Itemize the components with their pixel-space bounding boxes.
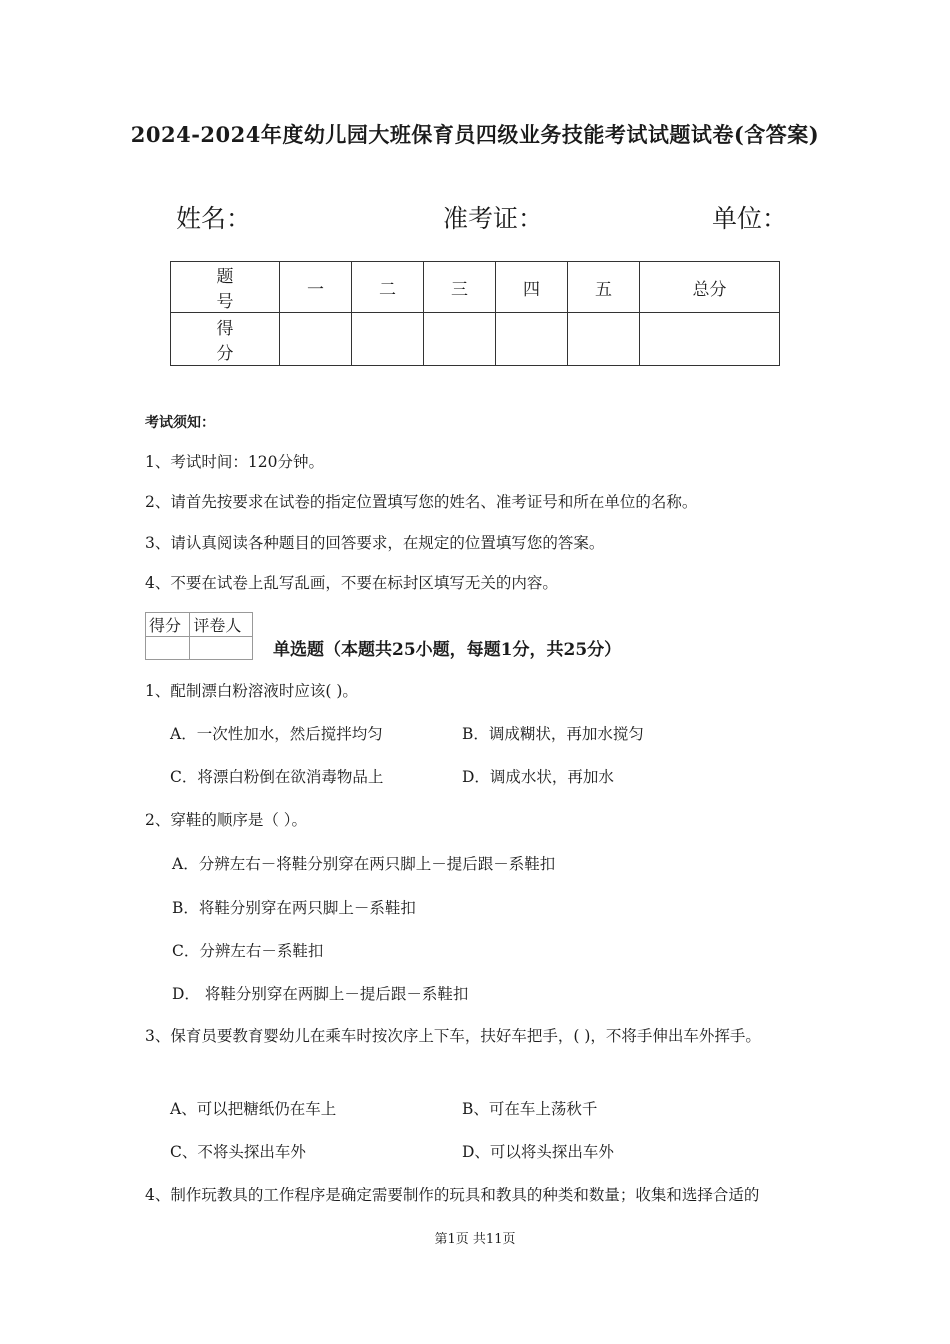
score-cell[interactable] xyxy=(568,313,640,366)
question-stem: 4、制作玩教具的工作程序是确定需要制作的玩具和教具的种类和数量；收集和选择合适的 xyxy=(145,1186,760,1204)
option-c[interactable]: C、不将头探出车外 xyxy=(170,1143,306,1161)
notice-item: 3、请认真阅读各种题目的回答要求，在规定的位置填写您的答案。 xyxy=(145,534,605,552)
option-a[interactable]: A．一次性加水，然后搅拌均匀 xyxy=(170,725,383,743)
unit-field-label: 单位： xyxy=(712,204,788,233)
score-column-header: 一 xyxy=(280,262,352,313)
score-cell[interactable] xyxy=(640,313,780,366)
score-cell[interactable] xyxy=(280,313,352,366)
option-b[interactable]: B、可在车上荡秋千 xyxy=(462,1100,598,1118)
option-c[interactable]: C．将漂白粉倒在欲消毒物品上 xyxy=(170,768,384,786)
option-b[interactable]: B．调成糊状，再加水搅匀 xyxy=(462,725,644,743)
section-title: 单选题（本题共25小题，每题1分，共25分） xyxy=(273,640,622,660)
exam-id-field-label: 准考证： xyxy=(443,204,544,233)
document-title: 2024-2024年度幼儿园大班保育员四级业务技能考试试题试卷(含答案) xyxy=(130,122,820,147)
question-stem: 2、穿鞋的顺序是（ ）。 xyxy=(145,811,308,829)
score-table-header-row xyxy=(171,262,780,313)
score-column-header: 总分 xyxy=(640,262,780,313)
option-a[interactable]: A．分辨左右－将鞋分别穿在两只脚上－提后跟－系鞋扣 xyxy=(172,855,556,873)
page-footer: 第1页 共11页 xyxy=(434,1232,516,1247)
notice-item: 4、不要在试卷上乱写乱画，不要在标封区填写无关的内容。 xyxy=(145,574,558,592)
score-label: 得 分 xyxy=(171,313,280,366)
question-stem: 1、配制漂白粉溶液时应该( )。 xyxy=(145,682,358,700)
grader-name-cell[interactable] xyxy=(190,637,253,660)
score-column-header: 四 xyxy=(496,262,568,313)
grader-score-cell[interactable] xyxy=(146,637,190,660)
score-cell[interactable] xyxy=(424,313,496,366)
score-column-header: 二 xyxy=(352,262,424,313)
option-d[interactable]: D．调成水状，再加水 xyxy=(462,768,614,786)
grader-box xyxy=(145,612,253,660)
question-stem: 3、保育员要教育婴幼儿在乘车时按次序上下车，扶好车把手，( )，不将手伸出车外挥手。 xyxy=(145,1027,761,1045)
score-column-header: 五 xyxy=(568,262,640,313)
notice-heading: 考试须知： xyxy=(145,415,215,431)
name-field-label: 姓名： xyxy=(176,204,252,233)
option-d[interactable]: D、可以将头探出车外 xyxy=(462,1143,614,1161)
score-table xyxy=(170,261,780,366)
score-table-score-row xyxy=(171,313,780,366)
grader-score-label: 得分 xyxy=(146,613,190,637)
option-c[interactable]: C．分辨左右－系鞋扣 xyxy=(172,942,324,960)
option-a[interactable]: A、可以把糖纸仍在车上 xyxy=(170,1100,337,1118)
grader-name-label: 评卷人 xyxy=(190,613,253,637)
question-number-label: 题 号 xyxy=(171,262,280,313)
score-cell[interactable] xyxy=(496,313,568,366)
score-cell[interactable] xyxy=(352,313,424,366)
notice-item: 2、请首先按要求在试卷的指定位置填写您的姓名、准考证号和所在单位的名称。 xyxy=(145,493,698,511)
score-column-header: 三 xyxy=(424,262,496,313)
option-b[interactable]: B．将鞋分别穿在两只脚上－系鞋扣 xyxy=(172,899,416,917)
option-d[interactable]: D． 将鞋分别穿在两脚上－提后跟－系鞋扣 xyxy=(172,985,469,1003)
notice-item: 1、考试时间：120分钟。 xyxy=(145,453,324,471)
